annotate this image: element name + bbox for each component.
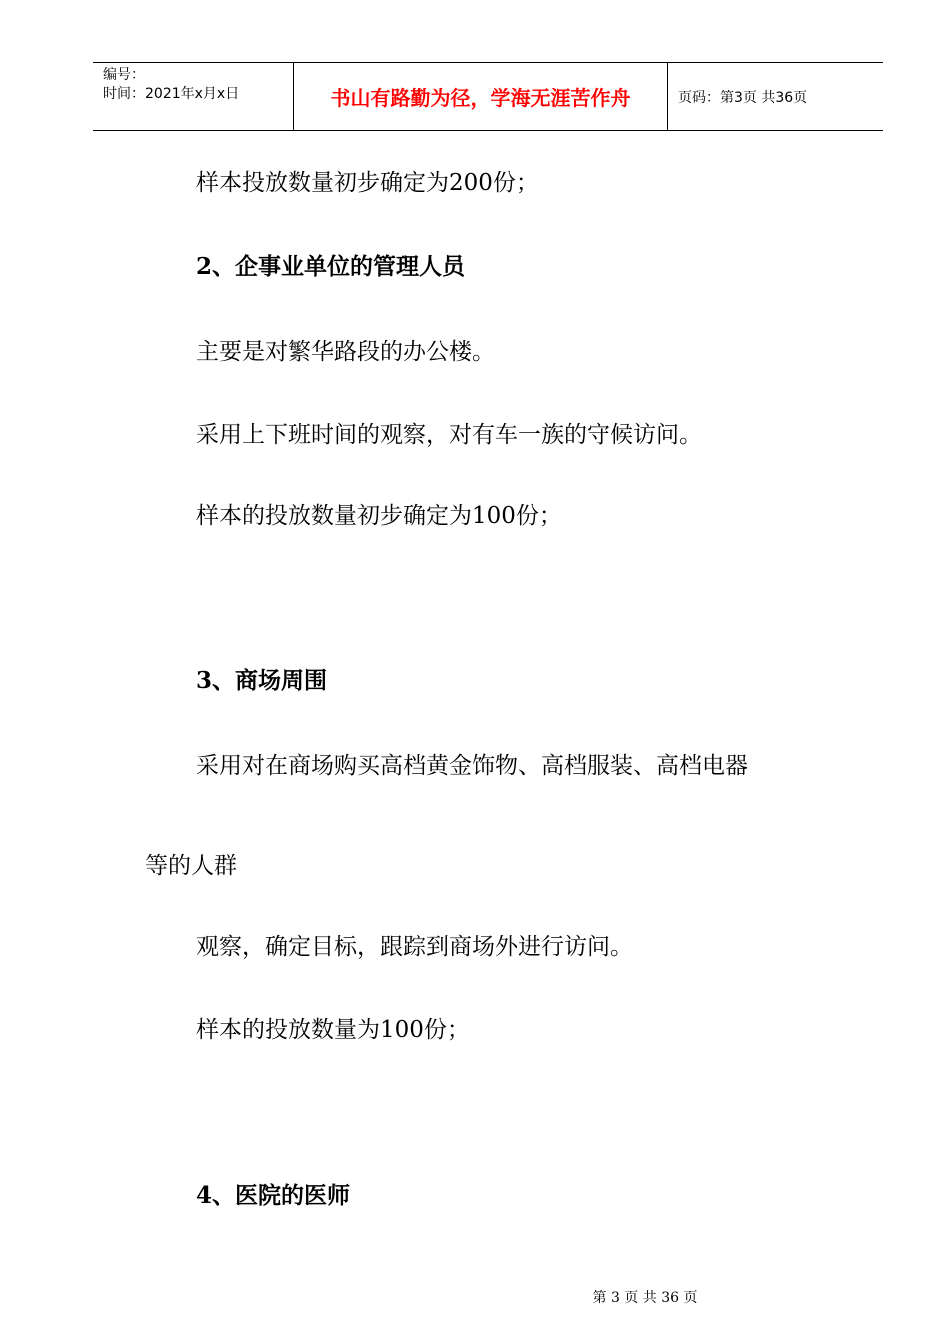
paragraph-tracking: 观察，确定目标，跟踪到商场外进行访问。 <box>196 934 633 960</box>
paragraph-observation-method: 采用上下班时间的观察，对有车一族的守候访问。 <box>196 422 702 448</box>
header-page-info: 页码：第3页 共36页 <box>678 89 808 106</box>
header-motto: 书山有路勤为径，学海无涯苦作舟 <box>294 63 668 130</box>
section-heading-2: 2、企事业单位的管理人员 <box>196 253 466 280</box>
section-heading-3: 3、商场周围 <box>196 667 328 694</box>
paragraph-sample-count-100: 样本的投放数量初步确定为100份； <box>196 503 562 529</box>
paragraph-mall-shoppers: 采用对在商场购买高档黄金饰物、高档服装、高档电器 <box>196 753 748 779</box>
paragraph-office-buildings: 主要是对繁华路段的办公楼。 <box>196 339 495 365</box>
section-heading-4: 4、医院的医师 <box>196 1182 351 1209</box>
paragraph-sample-count-200: 样本投放数量初步确定为200份； <box>196 170 539 196</box>
paragraph-crowd: 等的人群 <box>145 853 237 879</box>
page-header <box>93 62 883 131</box>
header-time: 时间：2021年x月x日 <box>103 86 240 102</box>
header-meta <box>93 63 294 130</box>
paragraph-sample-count-mall: 样本的投放数量为100份； <box>196 1017 470 1043</box>
page-footer: 第 3 页 共 36 页 <box>592 1290 698 1306</box>
header-number-label: 编号： <box>103 67 145 83</box>
